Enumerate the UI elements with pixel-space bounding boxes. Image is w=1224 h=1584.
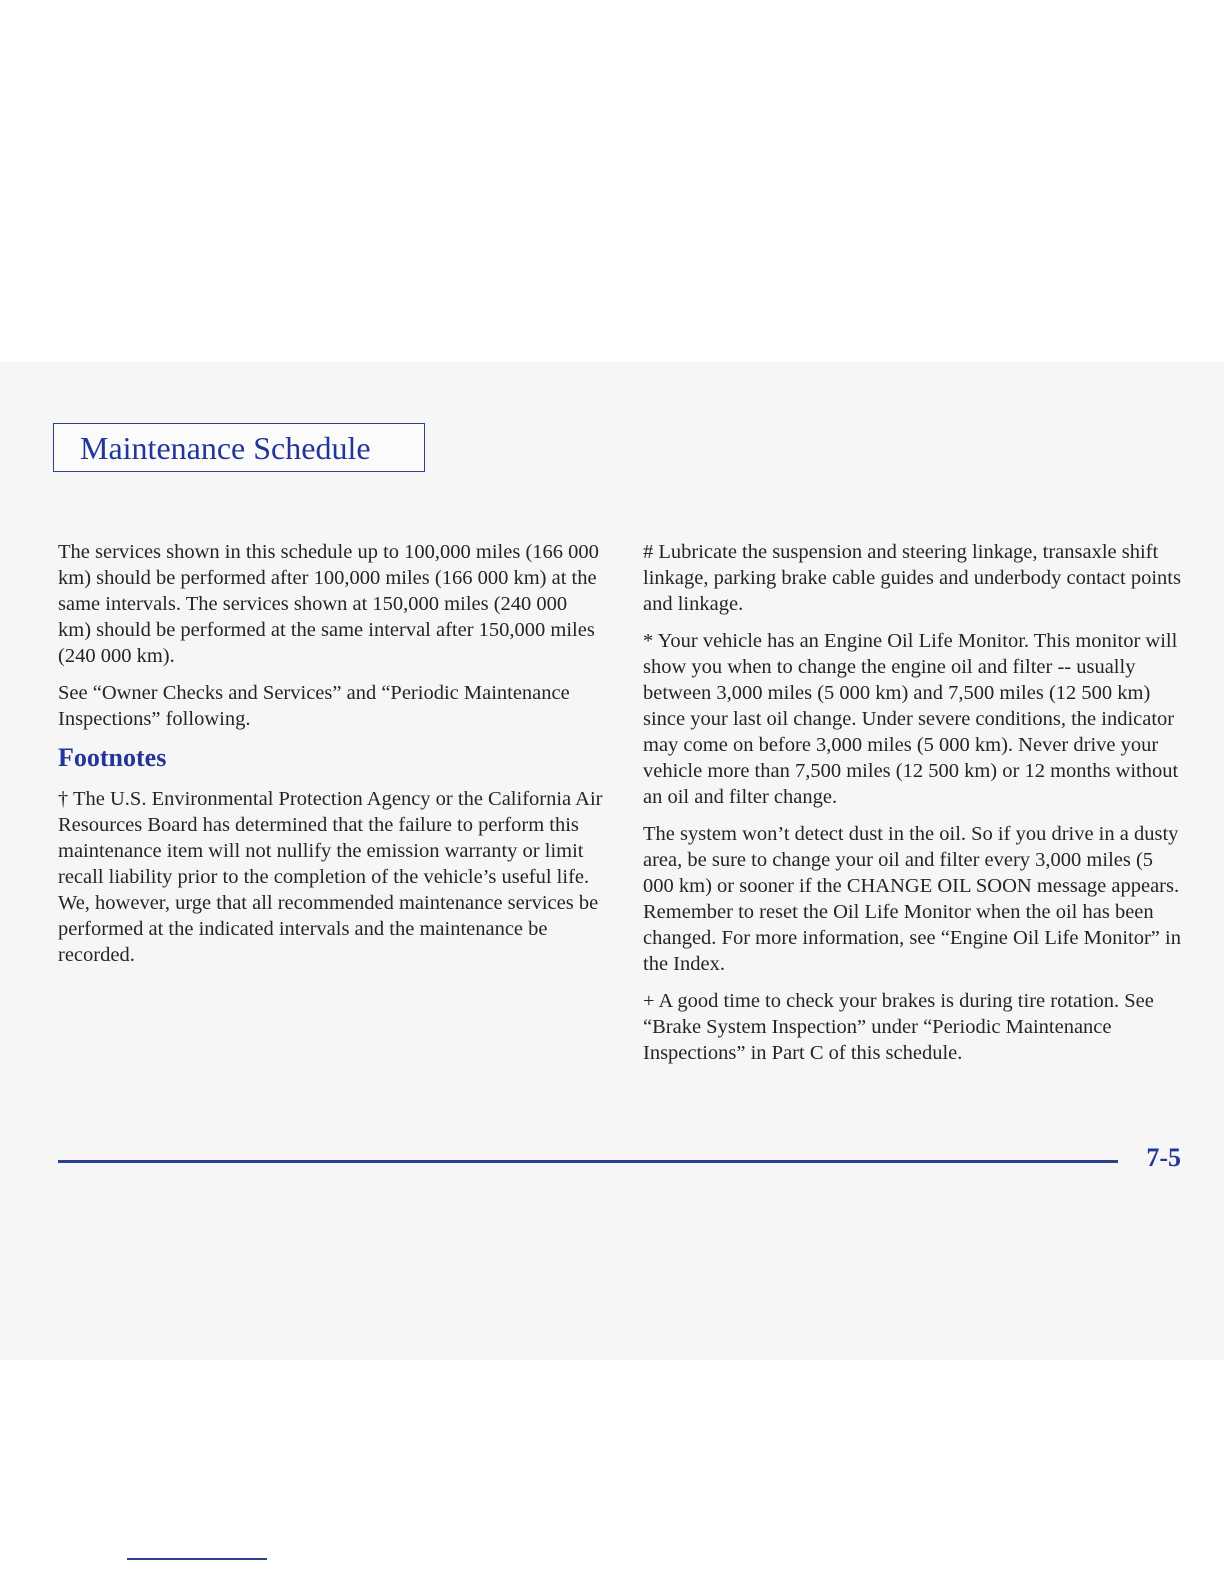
see-also-paragraph: See “Owner Checks and Services” and “Periodic Maintenance Inspections” following. bbox=[58, 682, 570, 730]
intro-paragraph: The services shown in this schedule up to 100,000 miles (166 000 km) should be performed after 100,000 miles (166 000 km) at the same intervals. The services shown at 150,000 miles (240 000 km) should be performed at the same interval after 150,000 miles (240 000 km). bbox=[58, 541, 599, 667]
right-column bbox=[643, 539, 1188, 1077]
page-number: 7-5 bbox=[1146, 1143, 1181, 1172]
footnote-lubricate: # Lubricate the suspension and steering linkage, transaxle shift linkage, parking brake cable guides and underbody contact points and linkage. bbox=[643, 541, 1181, 615]
page-title: Maintenance Schedule bbox=[80, 430, 371, 466]
bottom-edge-mark bbox=[127, 1558, 267, 1560]
dust-warning-paragraph: The system won’t detect dust in the oil. So if you drive in a dusty area, be sure to change your oil and filter every 3,000 miles (5 000 km) or sooner if the CHANGE OIL SOON message appears. Remember to reset the Oil Life Monitor when the oil has been changed. For more information, see “Engine Oil Life Monitor” in the Index. bbox=[643, 823, 1181, 975]
footnote-emission: † The U.S. Environmental Protection Agency or the California Air Resources Board has determined that the failure to perform this maintenance item will not nullify the emission warranty or limit recall liability prior to the completion of the vehicle’s useful life. We, however, urge that all recommended maintenance services be performed at the indicated intervals and the maintenance be recorded. bbox=[58, 788, 603, 966]
footnote-brakes: + A good time to check your brakes is during tire rotation. See “Brake System Inspection” under “Periodic Maintenance Inspections” in Part C of this schedule. bbox=[643, 990, 1154, 1064]
footnote-oil-life-monitor: * Your vehicle has an Engine Oil Life Monitor. This monitor will show you when to change the engine oil and filter -- usually between 3,000 miles (5 000 km) and 7,500 miles (12 500 km) since your last oil change. Under severe conditions, the indicator may come on before 3,000 miles (5 000 km). Never drive your vehicle more than 7,500 miles (12 500 km) or 12 months without an oil and filter change. bbox=[643, 630, 1179, 808]
footer-rule bbox=[58, 1160, 1118, 1163]
footnotes-heading: Footnotes bbox=[58, 743, 167, 772]
left-column bbox=[58, 539, 603, 979]
section-title-box bbox=[53, 423, 425, 472]
